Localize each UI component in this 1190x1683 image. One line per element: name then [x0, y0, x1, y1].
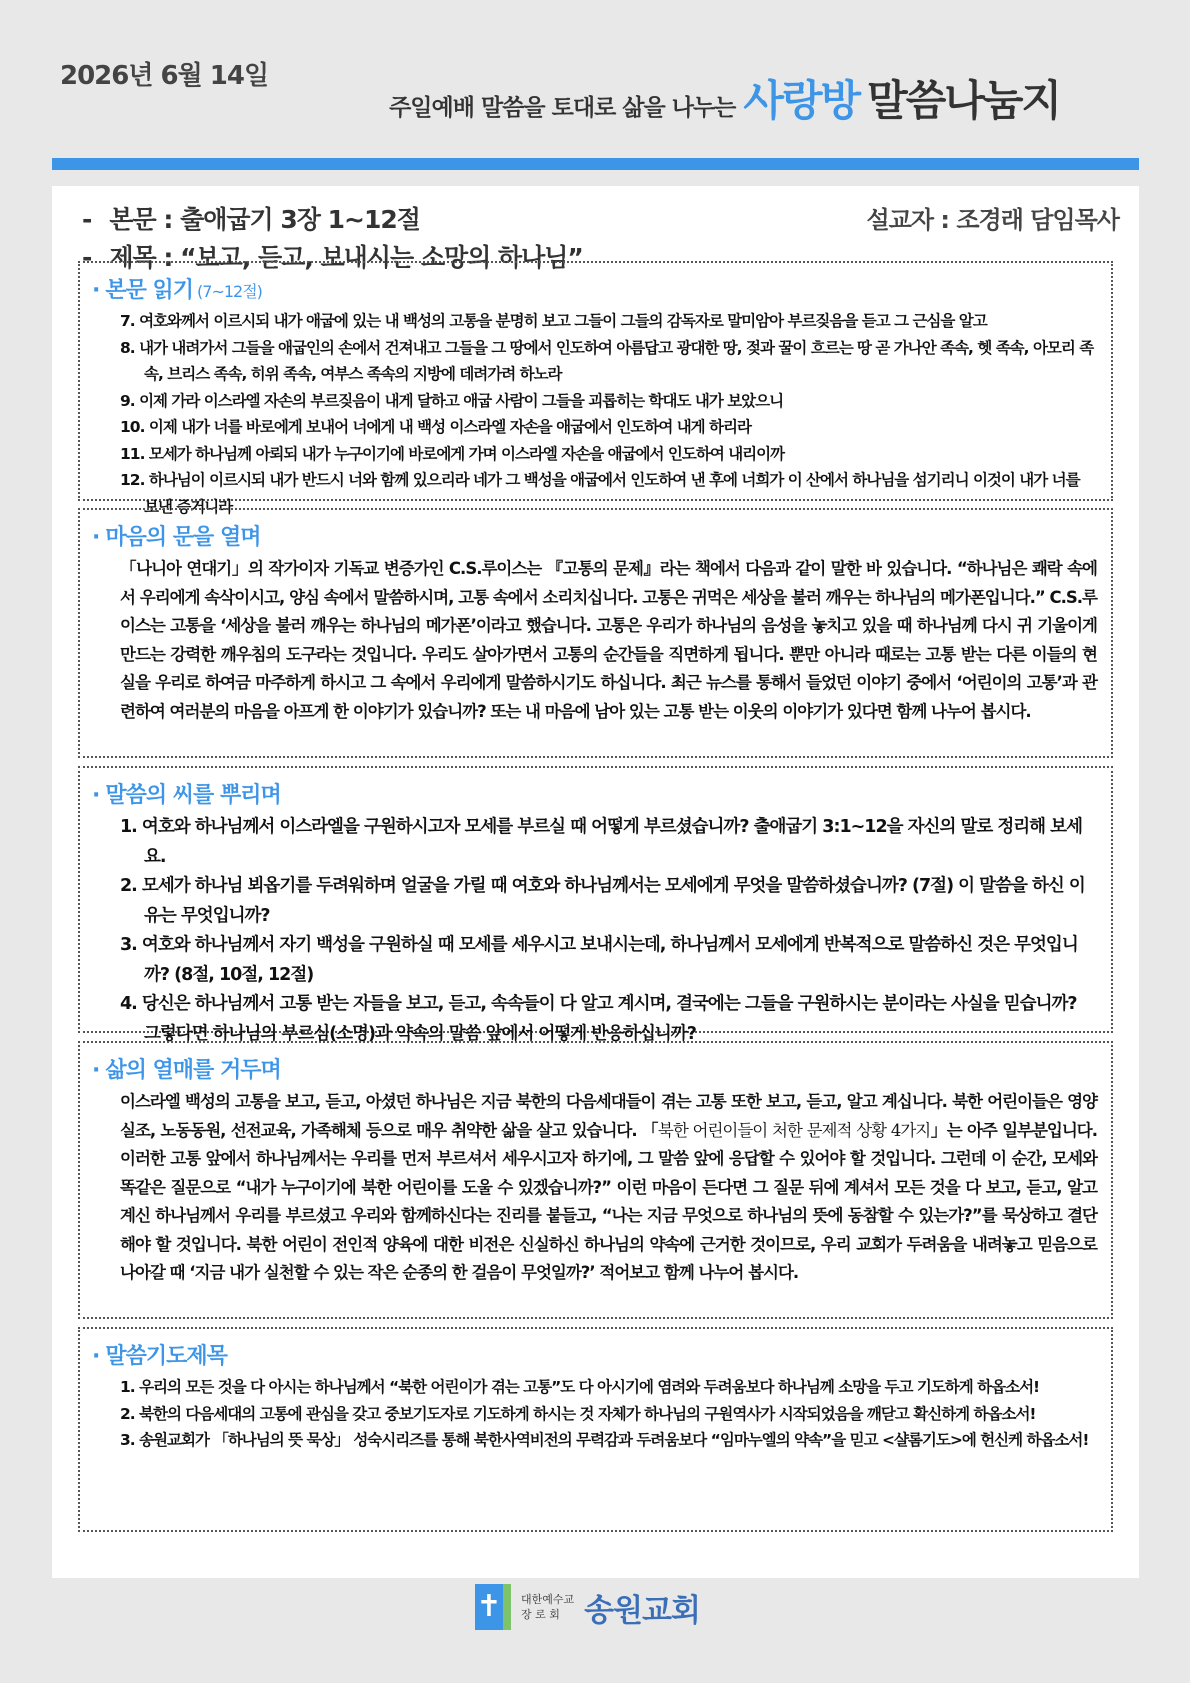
section-heading	[92, 273, 1097, 304]
verse-list	[92, 308, 1097, 520]
section-body	[92, 1088, 1097, 1288]
preacher: 설교자 : 조경래 담임목사	[866, 206, 1119, 234]
prayer-item: 3. 송원교회가 「하나님의 뜻 묵상」 성숙시리즈를 통해 북한사역비전의 무력감과 두려움보다 “임마누엘의 약속”을 믿고 <샬롬기도>에 헌신케 하옵소서!	[120, 1431, 1089, 1449]
section-heading-text: 삶의 열매를 거두며	[105, 1058, 281, 1083]
cross-glyph: ✝	[476, 1589, 502, 1624]
section-heading-text: 본문 읽기	[105, 278, 194, 303]
dash: -	[82, 243, 92, 272]
verse: 12. 하나님이 이르시되 내가 반드시 너와 함께 있으리라 네가 그 백성을 애굽에서 인도하여 낸 후에 너희가 이 산에서 하나님을 섬기리니 이것이 내가 너를 보낸 증거니라	[120, 471, 1080, 516]
content-sheet	[52, 186, 1139, 1578]
question-list	[92, 813, 1097, 1049]
denomination-line: 장 로 회	[521, 1608, 560, 1621]
church-name: 송원교회	[584, 1592, 700, 1629]
section-heading-text: 말씀의 씨를 뿌리며	[105, 783, 281, 808]
section-opening	[78, 508, 1113, 758]
prayer-item: 1. 우리의 모든 것을 다 아시는 하나님께서 “북한 어린이가 겪는 고통”도 다 아시기에 염려와 두려움보다 하나님께 소망을 두고 기도하게 하옵소서!	[120, 1378, 1040, 1396]
question: 4. 당신은 하나님께서 고통 받는 자들을 보고, 듣고, 속속들이 다 알고 계시며, 결국에는 그들을 구원하시는 분이라는 사실을 믿습니까? 그렇다면 하나님의 부르심(소명)과 약속의 말씀 앞에서 어떻게 반응하십니까?	[120, 994, 1077, 1044]
section-heading-text: 말씀기도제목	[105, 1344, 227, 1369]
bullet: ·	[92, 1344, 100, 1369]
question: 3. 여호와 하나님께서 자기 백성을 구원하실 때 모세를 세우시고 보내시는데, 하나님께서 모세에게 반복적으로 말씀하신 것은 무엇입니까? (8절, 10절, 12절)	[120, 935, 1078, 985]
verse: 11. 모세가 하나님께 아뢰되 내가 누구이기에 바로에게 가며 이스라엘 자손을 애굽에서 인도하여 내리이까	[120, 444, 785, 463]
question: 2. 모세가 하나님 뵈옵기를 두려워하며 얼굴을 가릴 때 여호와 하나님께서는 모세에게 무엇을 말씀하셨습니까? (7절) 이 말씀을 하신 이유는 무엇입니까?	[120, 876, 1085, 926]
verse: 8. 내가 내려가서 그들을 애굽인의 손에서 건져내고 그들을 그 땅에서 인도하여 아름답고 광대한 땅, 젖과 꿀이 흐르는 땅 곧 가나안 족속, 헷 족속, 아모리 족속, 브리스 족속, 히위 족속, 여부스 족속의 지방에 데려가려 하노라	[120, 338, 1094, 383]
scripture-reference	[82, 200, 420, 236]
denomination-line: 대한예수교	[521, 1593, 575, 1606]
section-prayer	[78, 1327, 1113, 1532]
cross-icon	[475, 1584, 503, 1630]
body-text: 이스라엘 백성의 고통을 보고, 듣고, 아셨던 하나님은 지금 북한의 다음세대들이 겪는 고통 또한 보고, 듣고, 알고 계십니다. 북한 어린이들은 영양실조, 노동동원, 선전교육, 가족해체 등으로 매우 취약한 삶을 살고 있습니다. 「	[120, 1092, 1097, 1140]
sermon-title-text: 제목 : “보고, 듣고, 보내시는 소망의 하나님”	[109, 243, 583, 272]
date: 2026년 6월 14일	[60, 61, 269, 91]
header-divider	[52, 158, 1139, 170]
header-lead: 주일예배 말씀을 토대로 삶을 나누는	[389, 95, 736, 121]
quoted-title: 북한 어린이들이 처한 문제적 상황 4가지	[657, 1120, 931, 1140]
section-fruit	[78, 1041, 1113, 1319]
section-heading	[92, 1053, 1097, 1084]
bullet: ·	[92, 278, 100, 303]
bullet: ·	[92, 1058, 100, 1083]
prayer-list	[92, 1374, 1097, 1454]
prayer-item: 2. 북한의 다음세대의 고통에 관심을 갖고 중보기도자로 기도하게 하시는 것 자체가 하나님의 구원역사가 시작되었음을 깨닫고 확신하게 하옵소서!	[120, 1404, 1036, 1423]
dash: -	[82, 205, 92, 234]
bullet: ·	[92, 525, 100, 550]
header-accent: 사랑방	[743, 76, 860, 125]
section-heading-text: 마음의 문을 열며	[105, 525, 261, 550]
denomination	[521, 1592, 574, 1622]
section-seed	[78, 766, 1113, 1044]
question: 1. 여호와 하나님께서 이스라엘을 구원하시고자 모세를 부르실 때 어떻게 부르셨습니까? 출애굽기 3:1~12을 자신의 말로 정리해 보세요.	[120, 817, 1082, 867]
verse: 9. 이제 가라 이스라엘 자손의 부르짖음이 내게 달하고 애굽 사람이 그들을 괴롭히는 학대도 내가 보았으니	[120, 391, 784, 410]
bullet: ·	[92, 783, 100, 808]
section-body: 「나니아 연대기」의 작가이자 기독교 변증가인 C.S.루이스는 『고통의 문제』라는 책에서 다음과 같이 말한 바 있습니다. “하나님은 쾌락 속에서 우리에게 속삭이시고, 양심 속에서 말씀하시며, 고통 속에서 소리치십니다. 고통은 귀먹은 세상을 불러 깨우는 하나님의 메가폰입니다.” C.S.루이스는 고통을 ‘세상을 불러 깨우는 하나님의 메가폰’이라고 했습니다. 고통은 우리가 하나님의 음성을 놓치고 있을 때 하나님께 다시 귀 기울이게 만드는 강력한 깨우침의 도구라는 것입니다. 우리도 살아가면서 고통의 순간들을 직면하게 됩니다. 뿐만 아니라 때로는 고통 받는 다른 이들의 현실을 우리로 하여금 마주하게 하시고 그 속에서 우리에게 말씀하시기도 하십니다. 최근 뉴스를 통해서 들었던 이야기 중에서 ‘어린이의 고통’과 관련하여 여러분의 마음을 아프게 한 이야기가 있습니까? 또는 내 마음에 남아 있는 고통 받는 이웃의 이야기가 있다면 함께 나누어 봅시다.	[120, 559, 1097, 721]
section-heading	[92, 1339, 1097, 1370]
body-text: 」는 아주 일부분입니다. 이러한 고통 앞에서 하나님께서는 우리를 먼저 부르셔서 세우시고자 하기에, 그 말씀 앞에 응답할 수 있어야 할 것입니다. 그런데 이 순간, 모세와 똑같은 질문으로 “내가 누구이기에 북한 어린이를 도울 수 있겠습니까?” 이런 마음이 든다면 그 질문 뒤에 계셔서 모든 것을 다 보고, 듣고, 알고 계신 하나님께서 우리를 부르셨고 우리와 함께하신다는 진리를 붙들고, “나는 지금 무엇으로 하나님의 뜻에 동참할 수 있는가?”를 묵상하고 결단해야 할 것입니다. 북한 어린이 전인적 양육에 대한 비전은 신실하신 하나님의 약속에 근거한 것이므로, 우리 교회가 두려움을 내려놓고 믿음으로 나아갈 때 ‘지금 내가 실천할 수 있는 작은 순종의 한 걸음이 무엇일까?’ 적어보고 함께 나누어 봅시다.	[120, 1120, 1097, 1282]
verse-range: (7~12절)	[197, 282, 262, 301]
church-logo	[475, 1584, 700, 1630]
verse: 7. 여호와께서 이르시되 내가 애굽에 있는 내 백성의 고통을 분명히 보고 그들이 그들의 감독자로 말미암아 부르짖음을 듣고 그 근심을 알고	[120, 312, 987, 330]
scripture-reference-text: 본문 : 출애굽기 3장 1~12절	[109, 205, 420, 234]
section-heading	[92, 520, 1097, 551]
header-main: 말씀나눔지	[867, 76, 1060, 125]
section-reading	[78, 261, 1113, 516]
section-heading	[92, 778, 1097, 809]
header-title	[389, 68, 1060, 128]
verse: 10. 이제 내가 너를 바로에게 보내어 너에게 내 백성 이스라엘 자손을 애굽에서 인도하여 내게 하리라	[120, 418, 751, 436]
